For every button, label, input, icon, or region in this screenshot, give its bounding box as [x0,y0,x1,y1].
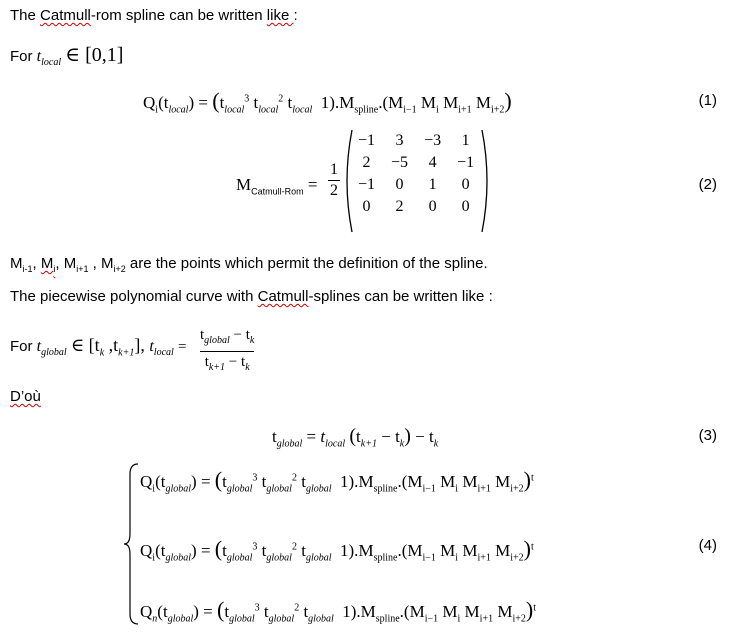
intro-line [10,7,298,25]
equation-number-2: (2) [698,176,717,193]
matrix-right-paren [482,130,487,232]
local-subscript: local [41,57,62,68]
equation-2-label: $M_{Catmull-Rom}$ = [236,175,318,197]
for-word: For [10,48,37,65]
global-to-local-fraction: $t_{global} - t_k$ $t_{k+1} - t_k$ [200,325,254,378]
equation-1: $Q_i(t_{local}) = (t_{local}^3$ $t_{local}^2$ $t_{local}$ $1).M_{spline}.(M_{i-1}$ $M_i$ $M_{i+1}$ $M_{i+2}$) [143,88,512,116]
equation-3: $t_{global} = t_{local}$ $(t_{k+1} - t_k) - t_k$ [272,425,439,450]
equation-4-row-3: $Q_n(t_{global}) = (t_{global}^3$ $t_{global}^2$ $t_{global}$ $1).M_{spline}.(M_{i-1}$ $M_i$ $M_{i+1}$ $M_{i+2})^t$ [140,597,536,625]
interval-text: ∈ [0,1] [65,44,124,66]
for-global-line: For $t_{global}$ ∈ [$t_k$ $,t_{k+1}$], $t_{local}$ = [10,335,187,359]
equation-4-row-2: $Q_i(t_{global}) = (t_{global}^3$ $t_{global}^2$ $t_{global}$ $1).M_{spline}.(M_{i-1}$ $M_i$ $M_{i+1}$ $M_{i+2})^t$ [140,536,534,564]
fraction-numerator: 1 [330,161,338,178]
t-symbol: t [36,48,42,65]
system-brace [124,462,140,626]
dou-word: D’où [10,388,41,405]
intro-text: : [293,7,298,24]
equation-4-row-1: $Q_i(t_{global}) = (t_{global}^3$ $t_{global}^2$ $t_{global}$ $1).M_{spline}.(M_{i-1}$ $M_i$ $M_{i+1}$ $M_{i+2})^t$ [140,467,534,495]
catmull-rom-matrix: −1 3 −3 1 2 −5 4 −1 −1 0 1 0 0 2 0 0 [358,132,475,215]
for-local-line [10,46,123,72]
fraction-one-half [328,160,340,201]
piecewise-line: The piecewise polynomial curve with Catmull-splines can be written like : [10,288,493,305]
fraction-denominator: 2 [330,182,338,199]
equation-number-3: (3) [698,427,717,444]
equation-number-1: (1) [698,92,717,109]
intro-text: The [10,7,41,24]
intro-text: -rom spline can be written [90,7,267,24]
points-description: $M_{i-1}$, $M_i$, $M_{i+1}$ , $M_{i+2}$ are the points which permit the definition of the spline. [10,255,488,274]
equation-number-4: (4) [698,537,717,554]
intro-misspelled-word: like [266,7,294,24]
intro-misspelled-word: Catmull [40,7,91,24]
